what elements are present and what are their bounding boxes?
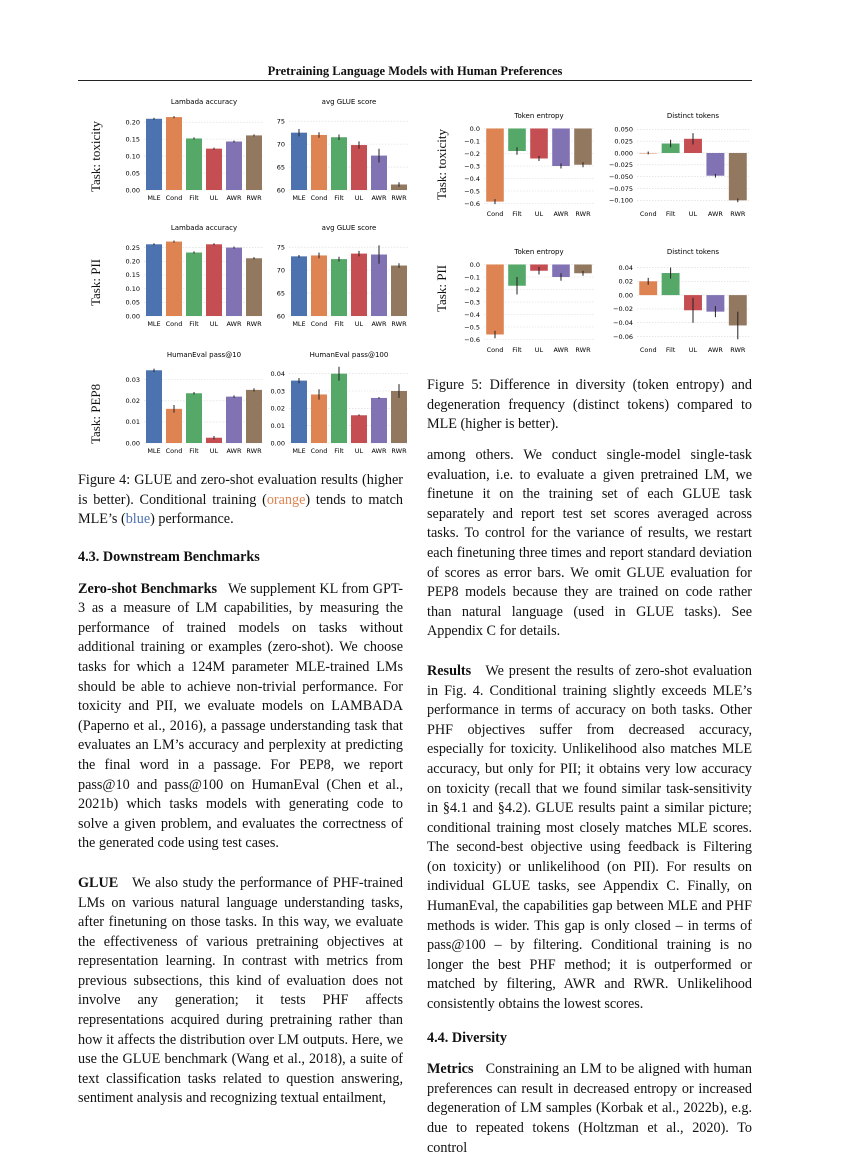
y-tick-label: −0.025	[608, 161, 633, 170]
caption-blue: blue	[125, 511, 151, 528]
row-label-pii: Task: PII	[88, 258, 103, 306]
bar-filt	[186, 138, 202, 190]
x-tick-label: Filt	[512, 210, 522, 218]
y-tick-label: 0.05	[125, 298, 140, 307]
x-tick-label: MLE	[147, 447, 161, 455]
bar-filt	[331, 374, 347, 443]
bar-awr	[226, 142, 242, 190]
bar-rwr	[391, 391, 407, 443]
y-tick-label: 0.00	[270, 439, 285, 448]
chart-pii-lambada	[110, 222, 270, 338]
y-tick-label: 0.00	[125, 186, 140, 195]
x-tick-label: UL	[209, 194, 219, 202]
results-text: We present the results of zero-shot evaluation in Fig. 4. Conditional training slightly exceeds MLE’s performance in terms of accuracy on both tasks. Other PHF objectives suffer from decreased accuracy, especially for toxicity. Unlikelihood also matches MLE accuracy, but only for PII; it obtains very low accuracy on toxicity (recall that we found similar task-sensitivity in §4.1 and §4.2). GLUE results paint a similar picture; conditional training most closely matches MLE scores. The second-best objective using feedback is Filtering (on toxicity) or unlikelihood (on PII). For results on individual GLUE tasks, see Appendix C. Finally, on HumanEval, the capabilities gap between MLE and PHF methods is wider. This gap is only closed – in terms of pass@100 – by filtering. Conditional training is no longer the best PHF method; it is outperformed or matched by filtering, AWR and RWR. Unlikelihood consistently obtains the lowest scores.	[427, 662, 752, 1013]
y-tick-label: 75	[276, 243, 285, 252]
x-tick-label: Cond	[639, 346, 657, 354]
x-tick-label: RWR	[391, 447, 407, 455]
x-tick-label: UL	[688, 210, 698, 218]
figure-5	[430, 106, 752, 368]
y-tick-label: 0.00	[618, 291, 633, 300]
y-tick-label: 0.04	[270, 369, 285, 378]
x-tick-label: Cond	[165, 320, 183, 328]
chart-title: HumanEval pass@100	[309, 351, 389, 359]
y-tick-label: 0.10	[125, 284, 140, 293]
chart-tox-distinct-tokens	[595, 110, 755, 228]
y-tick-label: 70	[276, 140, 285, 149]
caption-text: ) performance.	[150, 511, 234, 528]
chart-pii-distinct-tokens	[595, 246, 755, 364]
bar-ul	[206, 149, 222, 190]
row-label-toxicity: Task: toxicity	[434, 129, 449, 200]
y-tick-label: 0.25	[125, 243, 140, 252]
x-tick-label: MLE	[292, 320, 306, 328]
y-tick-label: 0.01	[270, 421, 285, 430]
y-tick-label: −0.6	[464, 199, 480, 208]
glue-eval-paragraph: among others. We conduct single-model single-task evaluation, i.e. to evaluate a given pretrained LM, we finetune it on the training set of each GLUE task separately and report test set scores averaged across tasks. To control for the variance of results, we restart each finetuning three times and report standard deviation of scores as error bars. We omit GLUE evaluation for PEP8 models because they are trained on code rather than natural language (used in GLUE tasks). See Appendix C for details.	[427, 447, 752, 640]
x-tick-label: UL	[354, 194, 364, 202]
x-tick-label: AWR	[371, 194, 387, 202]
y-tick-label: 60	[276, 186, 285, 195]
y-tick-label: 0.02	[270, 404, 285, 413]
y-tick-label: 0.01	[125, 418, 140, 427]
bar-cond	[166, 409, 182, 443]
y-tick-label: 65	[276, 289, 285, 298]
x-tick-label: MLE	[292, 447, 306, 455]
y-tick-label: 75	[276, 117, 285, 126]
chart-pep8-pass100	[255, 349, 415, 465]
figure-5-caption: Figure 5: Difference in diversity (token entropy) and degeneration frequency (distinct tokens) compared to MLE (higher is better).	[427, 377, 752, 433]
x-tick-label: Cond	[486, 210, 504, 218]
y-tick-label: 0.15	[125, 271, 140, 280]
y-tick-label: 0.0	[469, 124, 480, 133]
y-tick-label: 0.000	[614, 149, 633, 158]
header-rule	[78, 80, 752, 81]
x-tick-label: RWR	[575, 346, 591, 354]
x-tick-label: RWR	[246, 194, 262, 202]
row-label-toxicity: Task: toxicity	[88, 121, 103, 192]
caption-text: Figure 4: GLUE and zero-shot evaluation results (higher is better). Conditional training (	[78, 472, 403, 508]
chart-title: Distinct tokens	[666, 112, 720, 120]
x-tick-label: UL	[354, 320, 364, 328]
x-tick-label: AWR	[371, 320, 387, 328]
chart-title: Lambada accuracy	[170, 98, 238, 106]
bar-awr	[552, 129, 570, 167]
bar-filt	[331, 137, 347, 190]
running-header: Pretraining Language Models with Human Preferences	[267, 64, 563, 78]
x-tick-label: Cond	[486, 346, 504, 354]
x-tick-label: Cond	[165, 447, 183, 455]
x-tick-label: Filt	[665, 346, 676, 354]
y-tick-label: 0.20	[125, 257, 140, 266]
y-tick-label: 0.02	[125, 397, 140, 406]
chart-title: HumanEval pass@10	[166, 351, 242, 359]
y-tick-label: −0.075	[608, 184, 633, 193]
x-tick-label: AWR	[553, 346, 569, 354]
y-tick-label: −0.100	[608, 196, 633, 205]
bar-awr	[371, 398, 387, 443]
x-tick-label: MLE	[147, 320, 161, 328]
caption-text: ) tends to match MLE’s (	[78, 491, 403, 528]
chart-tox-lambada	[110, 96, 270, 212]
y-tick-label: 0.050	[614, 125, 633, 134]
x-tick-label: Filt	[334, 320, 344, 328]
x-tick-label: Cond	[310, 447, 328, 455]
x-tick-label: AWR	[707, 210, 723, 218]
y-tick-label: −0.06	[613, 332, 633, 341]
y-tick-label: 0.0	[469, 260, 480, 269]
chart-title: avg GLUE score	[321, 224, 377, 232]
y-tick-label: −0.1	[464, 273, 480, 282]
y-tick-label: −0.04	[613, 318, 633, 327]
x-tick-label: UL	[534, 346, 544, 354]
glue-paragraph	[78, 874, 403, 1109]
x-tick-label: AWR	[226, 194, 242, 202]
bar-rwr	[391, 266, 407, 316]
chart-title: Token entropy	[514, 112, 564, 120]
bar-filt	[186, 253, 202, 316]
x-tick-label: RWR	[391, 194, 407, 202]
x-tick-label: RWR	[246, 320, 262, 328]
figure-4	[80, 92, 410, 457]
metrics-heading: Metrics	[427, 1061, 474, 1078]
bar-rwr	[729, 153, 747, 200]
x-tick-label: MLE	[292, 194, 306, 202]
x-tick-label: Filt	[189, 194, 199, 202]
bar-mle	[146, 119, 162, 190]
bar-mle	[291, 381, 307, 443]
x-tick-label: UL	[354, 447, 364, 455]
x-tick-label: UL	[534, 210, 544, 218]
x-tick-label: RWR	[730, 346, 746, 354]
x-tick-label: AWR	[371, 447, 387, 455]
y-tick-label: −0.5	[464, 323, 480, 332]
row-label-pii: Task: PII	[434, 264, 449, 312]
y-tick-label: 65	[276, 163, 285, 172]
x-tick-label: Filt	[189, 320, 199, 328]
bar-cond	[166, 117, 182, 190]
x-tick-label: UL	[209, 447, 219, 455]
bar-cond	[166, 242, 182, 316]
chart-title: Token entropy	[514, 248, 564, 256]
bar-cond	[311, 394, 327, 443]
right-column	[427, 446, 752, 1158]
bar-awr	[226, 397, 242, 443]
x-tick-label: Cond	[639, 210, 657, 218]
zero-shot-paragraph	[78, 580, 403, 854]
y-tick-label: 0.03	[270, 387, 285, 396]
y-tick-label: −0.2	[464, 285, 480, 294]
x-tick-label: AWR	[553, 210, 569, 218]
bar-cond	[486, 129, 504, 202]
y-tick-label: −0.1	[464, 137, 480, 146]
metrics-text: Constraining an LM to be aligned with human preferences can result in decreased entropy or increased degeneration of LM samples (Korbak et al., 2022b), e.g. due to repeated tokens (Holtzman et al., 2020). To control	[427, 1061, 752, 1156]
bar-cond	[311, 135, 327, 190]
y-tick-label: −0.3	[464, 298, 480, 307]
y-tick-label: −0.02	[613, 305, 633, 314]
results-heading: Results	[427, 662, 472, 679]
bar-filt	[331, 259, 347, 316]
x-tick-label: Filt	[665, 210, 676, 218]
bar-ul	[351, 254, 367, 316]
y-tick-label: 0.20	[125, 118, 140, 127]
section-heading-4-4: 4.4. Diversity	[427, 1029, 507, 1046]
bar-rwr	[574, 129, 592, 165]
x-tick-label: Filt	[334, 447, 344, 455]
y-tick-label: 0.02	[618, 277, 633, 286]
y-tick-label: −0.050	[608, 172, 633, 181]
x-tick-label: AWR	[226, 447, 242, 455]
x-tick-label: Cond	[310, 320, 328, 328]
y-tick-label: 0.025	[614, 137, 633, 146]
bar-mle	[291, 256, 307, 316]
y-tick-label: 0.10	[125, 152, 140, 161]
chart-title: Lambada accuracy	[170, 224, 238, 232]
bar-cond	[486, 265, 504, 335]
bar-mle	[291, 133, 307, 190]
y-tick-label: 0.03	[125, 376, 140, 385]
y-tick-label: 60	[276, 312, 285, 321]
chart-pii-glue	[255, 222, 415, 338]
y-tick-label: 0.04	[618, 263, 633, 272]
y-tick-label: −0.6	[464, 335, 480, 344]
bar-filt	[186, 393, 202, 443]
bar-ul	[206, 244, 222, 316]
x-tick-label: AWR	[226, 320, 242, 328]
bar-mle	[146, 370, 162, 443]
y-tick-label: −0.3	[464, 162, 480, 171]
bar-cond	[311, 255, 327, 316]
figure-4-caption	[78, 471, 403, 530]
chart-title: avg GLUE score	[321, 98, 377, 106]
y-tick-label: −0.2	[464, 149, 480, 158]
results-paragraph	[427, 662, 752, 1015]
y-tick-label: −0.4	[464, 174, 480, 183]
x-tick-label: RWR	[575, 210, 591, 218]
row-label-pep8: Task: PEP8	[88, 383, 103, 444]
x-tick-label: RWR	[391, 320, 407, 328]
chart-pep8-pass10	[110, 349, 270, 465]
y-tick-label: −0.4	[464, 310, 480, 319]
chart-tox-token-entropy	[450, 110, 600, 228]
x-tick-label: Cond	[310, 194, 328, 202]
bar-ul	[351, 145, 367, 190]
zero-shot-text: We supplement KL from GPT-3 as a measure of LM capabilities, by measuring the performance of trained models on tasks without additional training or examples (zero-shot). We choose tasks for which a 124M parameter MLE-trained LMs should be able to achieve non-trivial performance. For toxicity and PII, we evaluate models on LAMBADA (Paperno et al., 2016), a passage understanding task that evaluates an LM’s accuracy and perplexity at predicting the final word in a passage. For PEP8, we report pass@10 and pass@100 on HumanEval (Chen et al., 2021b) which tasks models with generating code to solve a given problem, and evaluates the correctness of the generated code using test cases.	[78, 580, 403, 852]
bar-awr	[706, 153, 724, 176]
caption-orange: orange	[266, 491, 306, 508]
metrics-paragraph	[427, 1060, 752, 1158]
bar-ul	[351, 415, 367, 443]
x-tick-label: Cond	[165, 194, 183, 202]
bar-mle	[146, 244, 162, 316]
x-tick-label: Filt	[512, 346, 522, 354]
x-tick-label: Filt	[189, 447, 199, 455]
x-tick-label: AWR	[707, 346, 723, 354]
chart-tox-glue	[255, 96, 415, 212]
y-tick-label: 0.05	[125, 169, 140, 178]
y-tick-label: 0.00	[125, 312, 140, 321]
x-tick-label: UL	[688, 346, 698, 354]
x-tick-label: Filt	[334, 194, 344, 202]
bar-ul	[530, 129, 548, 159]
y-tick-label: 70	[276, 266, 285, 275]
left-column	[78, 548, 403, 1109]
y-tick-label: 0.15	[125, 135, 140, 144]
x-tick-label: UL	[209, 320, 219, 328]
chart-pii-token-entropy	[450, 246, 600, 364]
y-tick-label: 0.00	[125, 439, 140, 448]
x-tick-label: MLE	[147, 194, 161, 202]
y-tick-label: −0.5	[464, 187, 480, 196]
section-heading-4-3: 4.3. Downstream Benchmarks	[78, 549, 260, 565]
zero-shot-heading: Zero-shot Benchmarks	[78, 580, 218, 597]
bar-awr	[226, 248, 242, 316]
x-tick-label: RWR	[246, 447, 262, 455]
x-tick-label: RWR	[730, 210, 746, 218]
chart-title: Distinct tokens	[666, 248, 720, 256]
glue-heading: GLUE	[78, 874, 119, 891]
bar-awr	[371, 255, 387, 316]
glue-text: We also study the performance of PHF-trained LMs on various natural language understanding tasks, after finetuning on those tasks. In this way, we evaluate the effectiveness of various pretraining objectives at representation learning. In contrast with metrics from previous subsections, this kind of evaluation does not involve any generation; it tests PHF affects representations acquired during pretraining rather than how it affects the distribution over LM outputs. Here, we use the GLUE benchmark (Wang et al., 2018), a suite of text classification tasks related to question answering, sentiment analysis and recognizing textual entailment,	[78, 874, 403, 1107]
